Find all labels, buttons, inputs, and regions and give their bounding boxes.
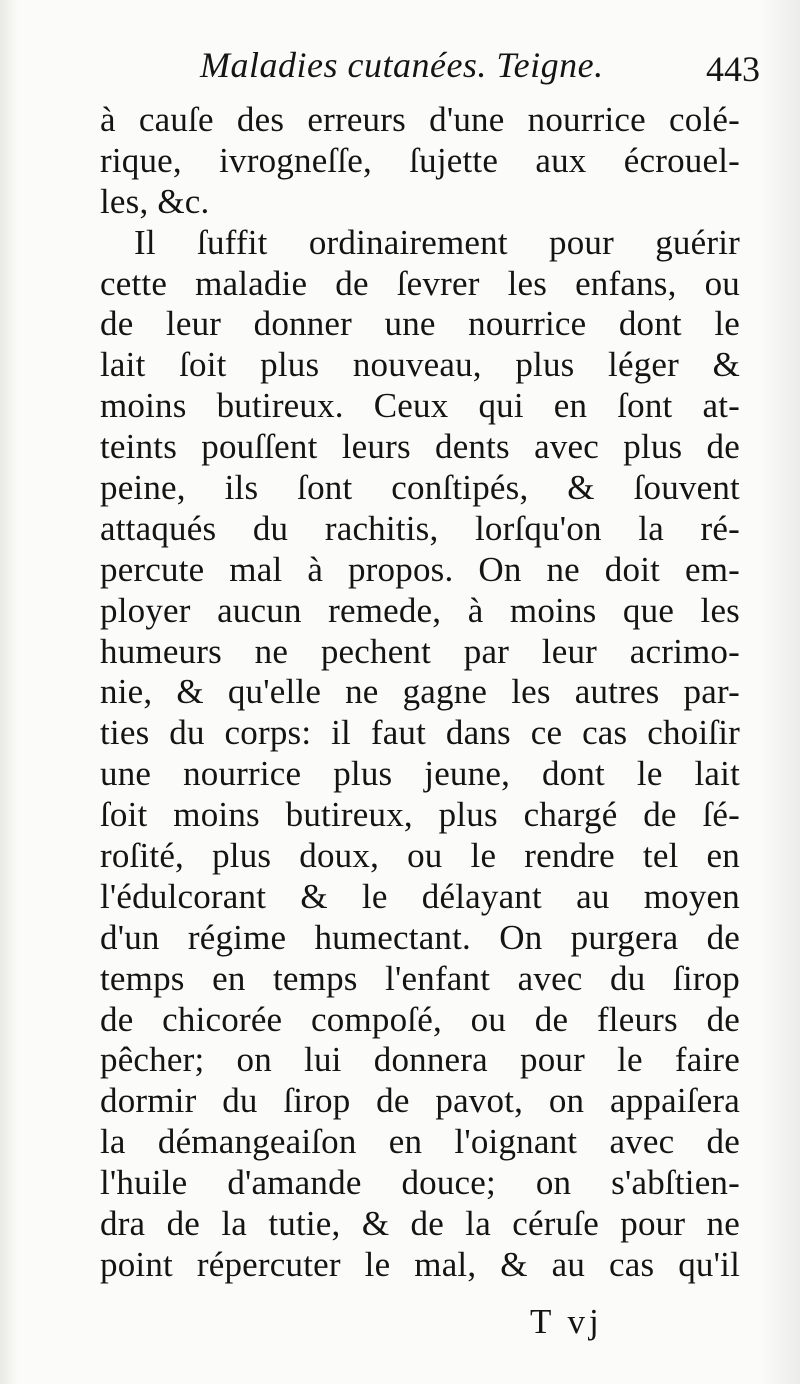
text-line: dra de la tutie, & de la céruſe pour ne (100, 1204, 740, 1244)
text-line: pêcher; on lui donnera pour le faire (100, 1040, 740, 1080)
text-line: dormir du ſirop de pavot, on appaiſera (100, 1081, 740, 1121)
text-line: point répercuter le mal, & au cas qu'il (100, 1244, 740, 1284)
text-line: de leur donner une nourrice dont le (100, 304, 740, 344)
text-line: ties du corps: il faut dans ce cas choiſir (100, 713, 740, 753)
text-line: ployer aucun remede, à moins que les (100, 590, 740, 630)
text-line: cette maladie de ſevrer les enfans, ou (100, 263, 740, 303)
text-line: teints pouſſent leurs dents avec plus de (100, 427, 740, 467)
text-line: à cauſe des erreurs d'une nourrice colé- (100, 100, 740, 139)
signature-mark: T vj (530, 1302, 603, 1341)
text-line: l'huile d'amande douce; on s'abſtien- (100, 1163, 740, 1203)
text-line: de chicorée compoſé, ou de fleurs de (100, 999, 740, 1039)
page-number: 443 (706, 49, 760, 89)
text-line: ſoit moins butireux, plus chargé de ſé- (100, 795, 740, 835)
text-line: attaqués du rachitis, lorſqu'on la ré- (100, 508, 740, 548)
text-line: nie, & qu'elle ne gagne les autres par- (100, 672, 740, 712)
text-line: une nourrice plus jeune, dont le lait (100, 754, 740, 794)
text-line: la démangeaiſon en l'oignant avec de (100, 1122, 740, 1162)
text-line: humeurs ne pechent par leur acrimo- (100, 631, 740, 671)
text-line: moins butireux. Ceux qui en ſont at- (100, 386, 740, 426)
text-line: les, &c. (100, 181, 210, 221)
text-line: d'un régime humectant. On purgera de (100, 917, 740, 957)
text-line: percute mal à propos. On ne doit em- (100, 549, 740, 589)
body-text (100, 100, 740, 1286)
text-line: lait ſoit plus nouveau, plus léger & (100, 345, 740, 385)
text-line: peine, ils ſont conſtipés, & ſouvent (100, 468, 740, 508)
text-line: temps en temps l'enfant avec du ſirop (100, 958, 740, 998)
running-head (100, 40, 768, 100)
text-line: Il ſuffit ordinairement pour guérir (134, 222, 740, 262)
text-line: l'édulcorant & le délayant au moyen (100, 876, 740, 916)
running-title: Maladies cutanées. Teigne. (200, 45, 604, 85)
page-edge-left (0, 0, 18, 1384)
page-edge-right (760, 0, 800, 1384)
text-line: rique, ivrogneſſe, ſujette aux écrouel- (100, 140, 740, 180)
text-line: roſité, plus doux, ou le rendre tel en (100, 836, 740, 876)
